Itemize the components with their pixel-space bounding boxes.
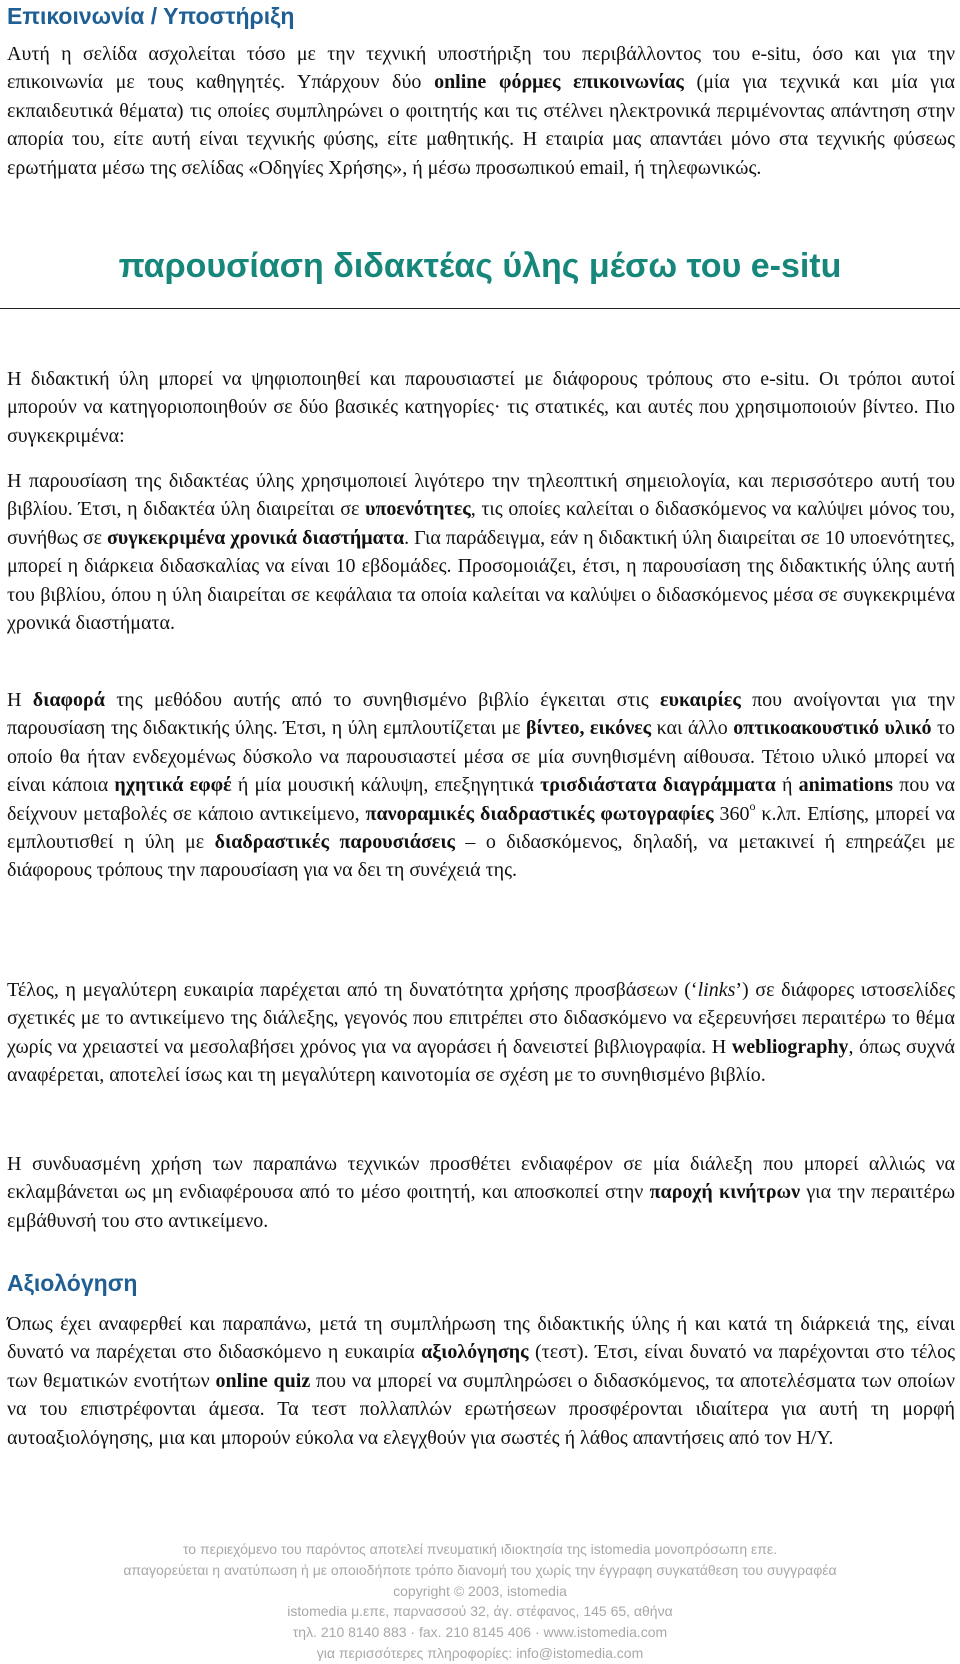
p3-text-2: της μεθόδου αυτής από το συνηθισμένο βιβλίο έγκειται στις <box>104 689 661 711</box>
p3-bold-5: ηχητικά εφφέ <box>114 774 232 797</box>
p3-bold-4: οπτικοακουστικό υλικό <box>733 717 932 740</box>
footer-address: istomedia μ.επε, παρνασσού 32, άγ. στέφανος, 145 65, αθήνα <box>287 1603 673 1620</box>
paragraph-2 <box>7 467 955 637</box>
p3-bold-8: πανοραμικές διαδραστικές φωτογραφίες <box>365 802 714 825</box>
p4-text-1: Τέλος, η μεγαλύτερη ευκαιρία παρέχεται από τη δυνατότητα χρήσης προσβάσεων (‘ <box>7 979 698 1001</box>
p3-text-10: κ.λπ. Επίσης, μπορεί να εμπλουτισθεί η ύλη με <box>7 802 956 854</box>
paragraph-4 <box>7 976 955 1090</box>
p3-bold-2: ευκαιρίες <box>660 689 741 711</box>
heading-assessment: Αξιολόγηση <box>7 1270 138 1296</box>
p3-bold-7: animations <box>798 774 894 797</box>
p6-bold-1: αξιολόγησης <box>421 1341 529 1364</box>
p2-bold-1: υποενότητες <box>365 498 471 521</box>
p4-italic-links: links <box>697 979 736 1001</box>
section-title: παρουσίαση διδακτέας ύλης μέσω του e-situ <box>118 247 842 285</box>
p3-text-7: ή <box>775 774 799 797</box>
intro-text-1: Αυτή η σελίδα ασχολείται τόσο με την τεχνική υποστήριξη του περιβάλλοντος του e-situ, όσο και για την επικοινωνία με τους καθηγητές. Υπάρχουν δύο <box>7 43 955 94</box>
intro-paragraph <box>7 40 955 182</box>
p3-text-11: – ο διδασκόμενος, δηλαδή, να μετακινεί ή επηρεάζει με διάφορους τρόπους την παρουσίαση για να δει τη συνέχειά της. <box>7 831 955 882</box>
p3-text-5: το οποίο θα ήταν ενδεχομένως δύσκολο να παρουσιαστεί μέσα σε μία συνηθισμένη αίθουσα. Τέτοιο υλικό μπορεί να είναι κάποια <box>7 717 955 797</box>
p3-text-6: ή μία μουσική κάλυψη, επεξηγητικά <box>231 774 541 797</box>
p3-text-1: Η <box>7 689 33 711</box>
paragraph-3 <box>7 686 955 885</box>
p6-text-3: που να μπορεί να συμπληρώσει ο διδασκόμενος, τα αποτελέσματα των οποίων να του επιστρέφονται άμεσα. Τα τεστ πολλαπλών ερωτήσεων προσφέρονται ιδιαίτερα για αυτή τη μορφή αυτοαξιολόγησης, μια και μπορούν εύκολα να ελεγχθούν για σωστές ή λάθος απαντήσεις από τον Η/Υ. <box>7 1369 956 1449</box>
p4-text-3: , όπως συχνά αναφέρεται, αποτελεί ίσως και τη μεγαλύτερη καινοτομία σε σχέση με το συνηθισμένο βιβλίο. <box>7 1035 955 1087</box>
footer-copyright: copyright © 2003, istomedia <box>393 1582 567 1599</box>
horizontal-rule <box>0 308 960 309</box>
p3-bold-6: τρισδιάστατα διαγράμματα <box>540 774 776 797</box>
p5-text-2: για την περαιτέρω εμβάθυνσή του στο αντικείμενο. <box>7 1181 955 1232</box>
p4-text-2: ’) σε διάφορες ιστοσελίδες σχετικές με το αντικείμενο της διάλεξης, γεγονός που επιτρέπει στο διδασκόμενο να εξερευνήσει περαιτέρω το θέμα χωρίς να χρειαστεί να μεσολαβήσει χρόνος για να αγοράσει ή δανειστεί βιβλιογραφία. Η <box>7 979 956 1058</box>
degree-superscript: ο <box>749 798 756 813</box>
paragraph-1: Η διδακτική ύλη μπορεί να ψηφιοποιηθεί και παρουσιαστεί με διάφορους τρόπους στο e-situ. Οι τρόποι αυτοί μπορούν να κατηγοριοποιηθούν σε δύο βασικές κατηγορίες· τις στατικές, και αυτές που χρησιμοποιούν βίντεο. Πιο συγκεκριμένα: <box>7 368 955 447</box>
footer-line-2: απαγορεύεται η ανατύπωση ή με οποιοδήποτε τρόπο διανομή του χωρίς την έγγραφη συγκατάθεση του συγγραφέα <box>123 1561 837 1578</box>
p5-text-1: Η συνδυασμένη χρήση των παραπάνω τεχνικών προσθέτει ενδιαφέρον σε μία διάλεξη που μπορεί αλλιώς να εκλαμβάνεται ως μη ενδιαφέρουσα από το μέσο φοιτητή, και αποσκοπεί στην <box>7 1153 955 1204</box>
p6-text-2: (τεστ). Έτσι, είναι δυνατό να παρέχονται στο τέλος των θεματικών ενοτήτων <box>7 1341 955 1392</box>
p2-bold-2: συγκεκριμένα χρονικά διαστήματα <box>107 526 405 549</box>
heading-support: Επικοινωνία / Υποστήριξη <box>7 3 295 29</box>
paragraph-5 <box>7 1150 955 1235</box>
p3-text-4: και άλλο <box>651 717 734 740</box>
p2-text-2: , τις οποίες καλείται ο διδασκόμενος να καλύψει μόνος του, συνήθως σε <box>7 498 955 549</box>
p6-bold-2: online quiz <box>215 1369 311 1392</box>
intro-text-2: (μία για τεχνικά και μία για εκπαιδευτικά θέματα) τις οποίες συμπληρώνει ο φοιτητής και τις στέλνει ηλεκτρονικά περιμένοντας απάντηση στην απορία του, είτε αυτή είναι τεχνικής φύσης, είτε μαθητικής. Η εταιρία μας απαντάει μόνο στα τεχνικής φύσεως ερωτήματα μέσω της σελίδας «Οδηγίες Χρήσης», ή μέσω προσωπικού email, ή τηλεφωνικώς. <box>7 71 955 179</box>
p3-bold-3: βίντεο, εικόνες <box>526 717 652 740</box>
p3-text-8: που να δείχνουν μεταβολές σε κάποιο αντικείμενο, <box>7 774 955 825</box>
paragraph-6 <box>7 1310 955 1452</box>
footer-phone: τηλ. 210 8140 883 · fax. 210 8145 406 · www.istomedia.com <box>292 1624 668 1641</box>
p3-text-9: 360 <box>713 802 750 825</box>
footer <box>0 1539 960 1664</box>
intro-bold-1: online φόρμες επικοινωνίας <box>434 71 684 94</box>
p3-bold-9: διαδραστικές παρουσιάσεις <box>214 831 455 854</box>
p2-text-1: Η παρουσίαση της διδακτέας ύλης χρησιμοποιεί λιγότερο την τηλεοπτική σημειολογία, και περισσότερο αυτή του βιβλίου. Έτσι, η διδακτέα ύλη διαιρείται σε <box>7 470 955 521</box>
footer-line-1: το περιεχόμενο του παρόντος αποτελεί πνευματική ιδιοκτησία της istomedia μονοπρόσωπη επε. <box>182 1541 778 1557</box>
p6-text-1: Όπως έχει αναφερθεί και παραπάνω, μετά τη συμπλήρωση της διδακτικής ύλης ή και κατά τη διάρκειά της, είναι δυνατό να παρέχεται στο διδασκόμενο η ευκαιρία <box>7 1313 955 1364</box>
p3-text-3: που ανοίγονται για την παρουσίαση της διδακτικής ύλης. Έτσι, η ύλη εμπλουτίζεται με <box>7 689 955 740</box>
p2-text-3: . Για παράδειγμα, εάν η διδακτική ύλη διαιρείται σε 10 υποενότητες, μπορεί η διάρκεια διδασκαλίας να είναι 10 εβδομάδες. Προσομοιάζει, έτσι, η παρουσίαση της διδακτικής ύλης αυτή του βιβλίου, όπου η ύλη διαιρείται σε κεφάλαια τα οποία καλείται να καλύψει ο διδασκόμενος μέσα σε συγκεκριμένα χρονικά διαστήματα. <box>7 526 955 635</box>
footer-info: για περισσότερες πληροφορίες: info@istomedia.com <box>316 1644 644 1661</box>
p3-bold-1: διαφορά <box>32 689 105 711</box>
p4-bold-1: webliography <box>731 1035 849 1058</box>
p5-bold-1: παροχή κινήτρων <box>649 1181 801 1204</box>
